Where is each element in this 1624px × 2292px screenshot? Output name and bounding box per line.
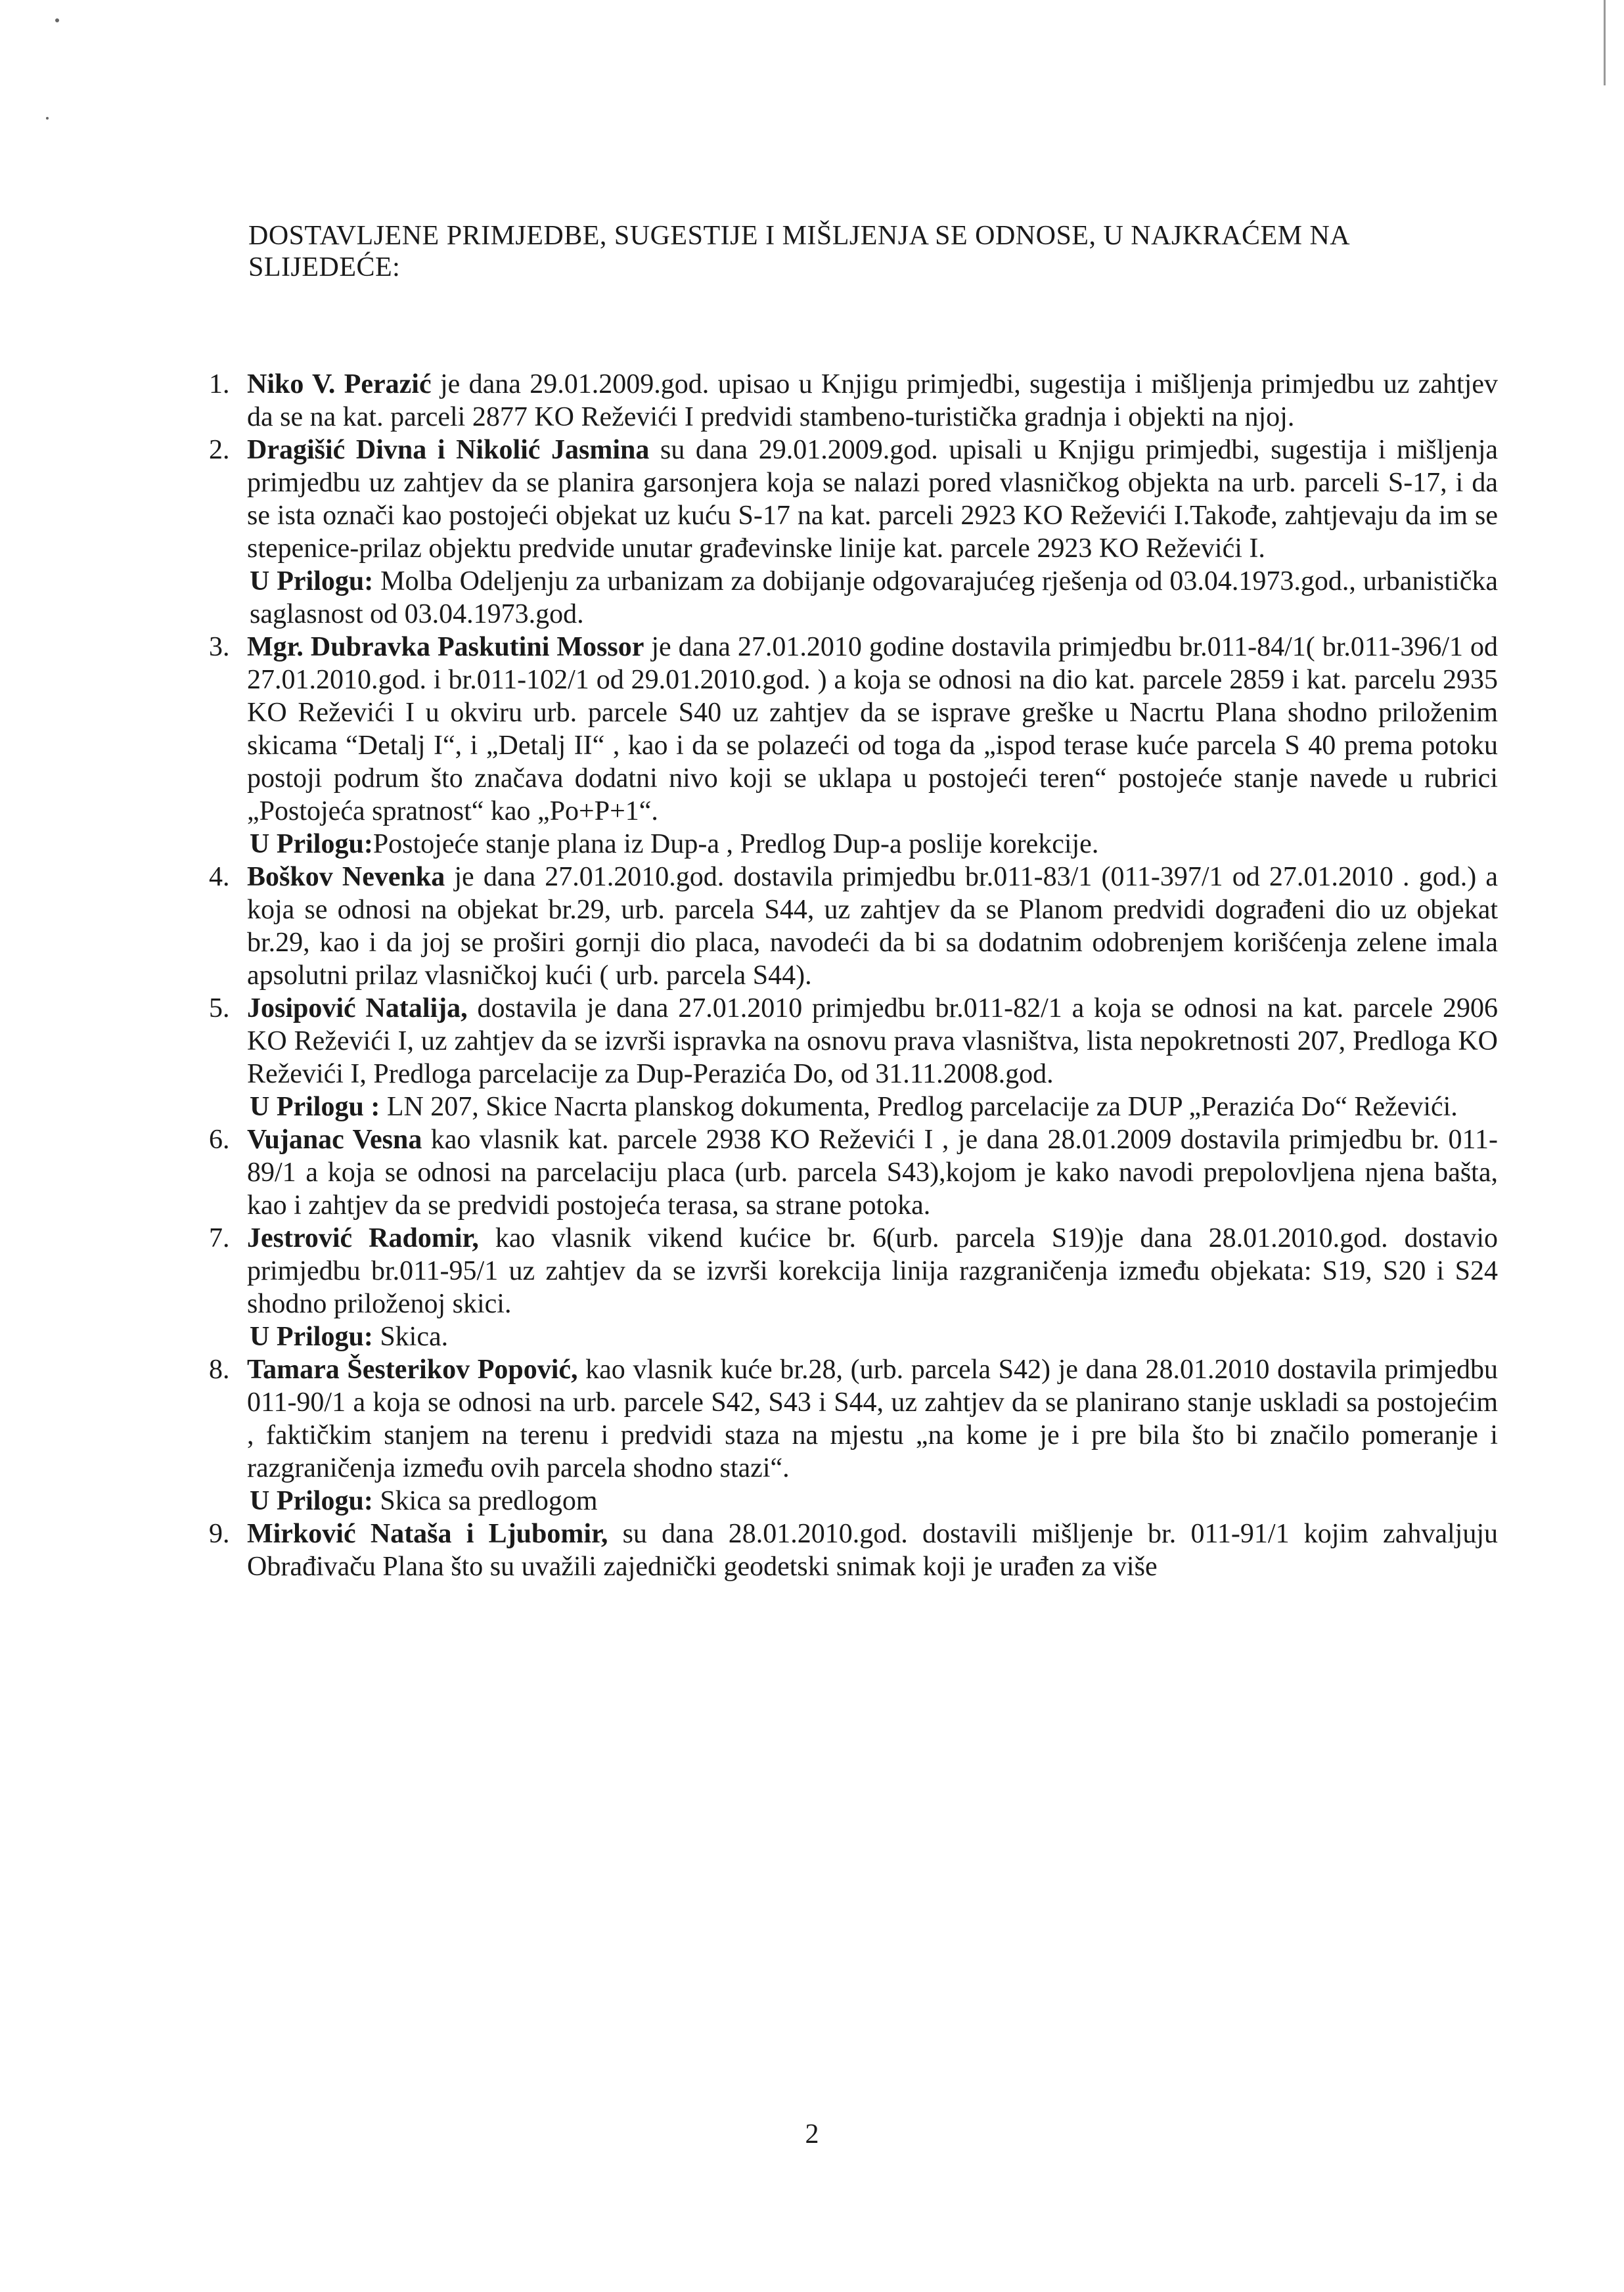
scan-speck (55, 18, 59, 22)
item-number: 4. (209, 862, 230, 892)
attachment-label: U Prilogu: (250, 1322, 373, 1352)
list-item (209, 1353, 1498, 1517)
item-text: su dana 28.01.2010.god. dostavili mišljenje br. 011-91/1 kojim zahvaljuju Obrađivaču Plana što su uvažili zajednički geodetski snimak koji je urađen za više (247, 1519, 1498, 1582)
submitter-name: Tamara Šesterikov Popović, (247, 1355, 578, 1385)
item-number: 1. (209, 369, 230, 399)
attachment-label: U Prilogu: (250, 1486, 373, 1516)
attachment-text: LN 207, Skice Nacrta planskog dokumenta, Predlog parcelacije za DUP „Perazića Do“ Reževići. (380, 1092, 1458, 1122)
attachment-line (247, 565, 1498, 631)
item-number: 7. (209, 1223, 230, 1253)
attachment-label: U Prilogu: (250, 566, 374, 596)
list-item (209, 434, 1498, 631)
attachment-text: Molba Odeljenju za urbanizam za dobijanje odgovarajućeg rješenja od 03.04.1973.god., urbanistička saglasnost od 03.04.1973.god. (250, 566, 1499, 629)
item-number: 3. (209, 632, 230, 662)
submitter-name: Dragišić Divna i Nikolić Jasmina (247, 435, 650, 465)
submitter-name: Mirković Nataša i Ljubomir, (247, 1519, 608, 1549)
submitter-name: Josipović Natalija, (247, 993, 468, 1023)
submitter-name: Jestrović Radomir, (247, 1223, 479, 1253)
attachment-text: Postojeće stanje plana iz Dup-a , Predlog Dup-a poslije korekcije. (372, 829, 1099, 859)
attachment-label: U Prilogu: (250, 829, 373, 859)
page-number: 2 (805, 2119, 819, 2149)
list-item (209, 861, 1498, 992)
submitter-name: Niko V. Perazić (247, 369, 432, 399)
item-number: 2. (209, 435, 230, 465)
item-text: kao vlasnik kuće br.28, (urb. parcela S42) je dana 28.01.2010 dostavila primjedbu 011-90/1 a koja se odnosi na urb. parcele S42, S43 i S44, uz zahtjev da se planirano stanje uskladi sa postojećim , faktičkim stanjem na terenu i predvidi staza na mjestu „na kome je i pre bila što bi značilo pomeranje i razgraničenja između ovih parcela shodno stazi“. (247, 1355, 1498, 1483)
attachment-line (247, 828, 1498, 861)
submitter-name: Boškov Nevenka (247, 862, 445, 892)
attachment-text: Skica sa predlogom (372, 1486, 598, 1516)
item-text: dostavila je dana 27.01.2010 primjedbu br.011-82/1 a koja se odnosi na kat. parcele 2906 KO Reževići I, uz zahtjev da se izvrši ispravka na osnovu prava vlasništva, lista nepokretnosti 207, Predloga KO Reževići I, Predloga parcelacije za Dup-Perazića Do, od 31.11.2008.god. (247, 993, 1498, 1089)
attachment-line (247, 1090, 1498, 1123)
item-number: 6. (209, 1125, 230, 1155)
list-item (209, 992, 1498, 1123)
item-text: je dana 27.01.2010.god. dostavila primjedbu br.011-83/1 (011-397/1 od 27.01.2010 . god.) a koja se odnosi na objekat br.29, urb. parcela S44, uz zahtjev da se Planom predvidi dograđeni dio uz objekat br.29, kao i da joj se proširi gornji dio placa, navodeći da bi sa dodatnim odobrenjem korišćenja zelene imala apsolutni prilaz vlasničkoj kući ( urb. parcela S44). (247, 862, 1498, 991)
list-item (209, 368, 1498, 434)
remarks-list (209, 368, 1498, 1583)
list-item (209, 631, 1498, 861)
submitter-name: Vujanac Vesna (247, 1125, 422, 1155)
item-number: 5. (209, 993, 230, 1023)
document-heading: DOSTAVLJENE PRIMJEDBE, SUGESTIJE I MIŠLJENJA SE ODNOSE, U NAJKRAĆEM NA SLIJEDEĆE: (248, 221, 1349, 282)
attachment-line (247, 1485, 1498, 1517)
list-item (209, 1123, 1498, 1222)
attachment-line (247, 1320, 1498, 1353)
scan-speck (46, 117, 49, 120)
attachment-label: U Prilogu : (250, 1092, 380, 1122)
item-number: 8. (209, 1355, 230, 1385)
submitter-name: Mgr. Dubravka Paskutini Mossor (247, 632, 644, 662)
item-text: kao vlasnik vikend kućice br. 6(urb. parcela S19)je dana 28.01.2010.god. dostavio primjedbu br.011-95/1 uz zahtjev da se izvrši korekcija linija razgraničenja između objekata: S19, S20 i S24 shodno priloženoj skici. (247, 1223, 1499, 1319)
scan-edge-mark (1604, 0, 1606, 85)
item-text: je dana 27.01.2010 godine dostavila primjedbu br.011-84/1( br.011-396/1 od 27.01.2010.god. i br.011-102/1 od 29.01.2010.god. ) a koja se odnosi na dio kat. parcele 2859 i kat. parcelu 2935 KO Reževići I u okviru urb. parcele S40 uz zahtjev da se isprave greške u Nacrtu Plana shodno priloženim skicama “Detalj I“, i „Detalj II“ , kao i da se polazeći od toga da „ispod terase kuće parcela S 40 prema potoku postoji podrum što značava dodatni nivo koji se uklapa u postojeći teren“ postojeće stanje navede u rubrici „Postojeća spratnost“ kao „Po+P+1“. (247, 632, 1498, 826)
item-text: je dana 29.01.2009.god. upisao u Knjigu primjedbi, sugestija i mišljenja primjedbu uz zahtjev da se na kat. parceli 2877 KO Reževići I predvidi stambeno-turistička gradnja i objekti na njoj. (247, 369, 1498, 432)
list-item (209, 1517, 1498, 1583)
item-text: kao vlasnik kat. parcele 2938 KO Reževići I , je dana 28.01.2009 dostavila primjedbu br. 011-89/1 a koja se odnosi na parcelaciju placa (urb. parcela S43),kojom je kako navodi prepolovljena njena bašta, kao i zahtjev da se predvidi postojeća terasa, sa strane potoka. (247, 1125, 1498, 1221)
attachment-text: Skica. (372, 1322, 449, 1352)
item-number: 9. (209, 1519, 230, 1549)
item-text: su dana 29.01.2009.god. upisali u Knjigu primjedbi, sugestija i mišljenja primjedbu uz zahtjev da se planira garsonjera koja se nalazi pored vlasničkog objekta na urb. parceli S-17, i da se ista označi kao postojeći objekat uz kuću S-17 na kat. parceli 2923 KO Reževići I.Takođe, zahtjevaju da im se stepenice-prilaz objektu predvide unutar građevinske linije kat. parcele 2923 KO Reževići I. (247, 435, 1498, 564)
list-item (209, 1222, 1498, 1353)
